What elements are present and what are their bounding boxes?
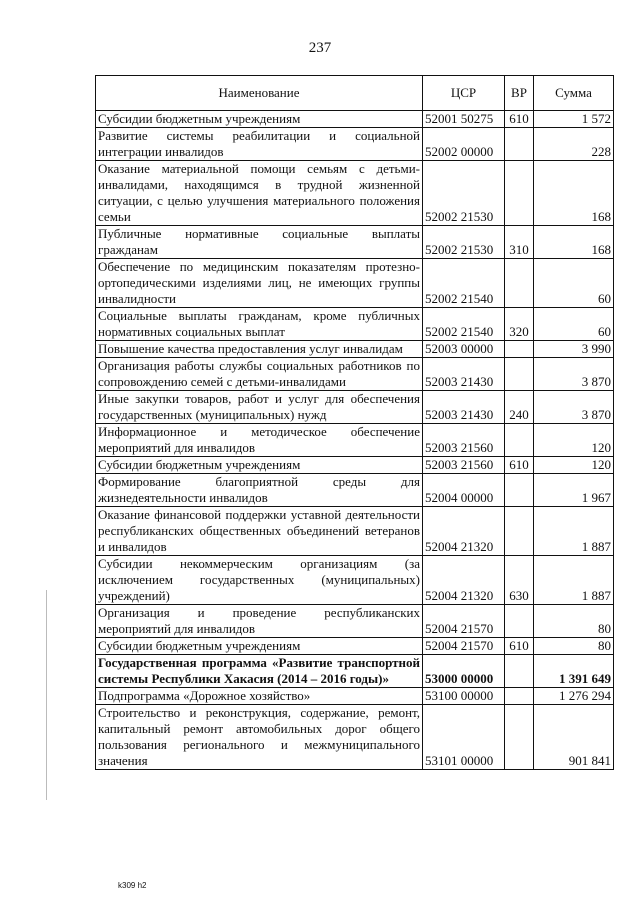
table-row — [96, 391, 614, 424]
column-header-csr: ЦСР — [423, 76, 505, 111]
table-row — [96, 161, 614, 226]
row-code: 52002 21530 — [423, 226, 505, 259]
row-sum: 3 990 — [534, 341, 614, 358]
row-sum: 1 887 — [534, 507, 614, 556]
row-vr: 240 — [505, 391, 534, 424]
row-name: Подпрограмма «Дорожное хозяйство» — [96, 688, 423, 705]
row-name: Организация работы службы социальных работников по сопровождению семей с детьми-инвалидами — [96, 358, 423, 391]
table-row — [96, 128, 614, 161]
row-vr — [505, 358, 534, 391]
row-sum: 120 — [534, 424, 614, 457]
row-code: 52002 21540 — [423, 259, 505, 308]
table-row — [96, 705, 614, 770]
row-vr: 630 — [505, 556, 534, 605]
row-sum: 1 887 — [534, 556, 614, 605]
column-header-sum: Сумма — [534, 76, 614, 111]
table-body — [96, 111, 614, 770]
row-name: Государственная программа «Развитие транспортной системы Республики Хакасия (2014 – 2016 годы)» — [96, 655, 423, 688]
row-code: 52003 21430 — [423, 358, 505, 391]
row-vr — [505, 507, 534, 556]
table-row — [96, 556, 614, 605]
row-name: Повышение качества предоставления услуг инвалидам — [96, 341, 423, 358]
table-row — [96, 358, 614, 391]
row-sum: 120 — [534, 457, 614, 474]
row-sum: 80 — [534, 605, 614, 638]
table-row — [96, 507, 614, 556]
row-name: Формирование благоприятной среды для жизнедеятельности инвалидов — [96, 474, 423, 507]
row-vr — [505, 655, 534, 688]
column-header-vr: ВР — [505, 76, 534, 111]
table-row — [96, 638, 614, 655]
table-row — [96, 308, 614, 341]
row-vr — [505, 474, 534, 507]
row-vr: 610 — [505, 111, 534, 128]
row-sum: 3 870 — [534, 391, 614, 424]
table-row — [96, 259, 614, 308]
row-code: 52001 50275 — [423, 111, 505, 128]
footer-code: k309 h2 — [118, 881, 147, 890]
row-sum: 168 — [534, 161, 614, 226]
row-sum: 1 967 — [534, 474, 614, 507]
row-vr — [505, 688, 534, 705]
column-header-name: Наименование — [96, 76, 423, 111]
row-vr — [505, 605, 534, 638]
row-vr — [505, 341, 534, 358]
row-vr: 610 — [505, 457, 534, 474]
row-sum: 3 870 — [534, 358, 614, 391]
table-row — [96, 474, 614, 507]
table-row — [96, 457, 614, 474]
row-name: Организация и проведение республиканских мероприятий для инвалидов — [96, 605, 423, 638]
row-name: Оказание финансовой поддержки уставной деятельности республиканских общественных объединений ветеранов и инвалидов — [96, 507, 423, 556]
row-code: 52003 21560 — [423, 457, 505, 474]
row-name: Иные закупки товаров, работ и услуг для обеспечения государственных (муниципальных) нужд — [96, 391, 423, 424]
row-sum: 168 — [534, 226, 614, 259]
page-number: 237 — [308, 40, 332, 56]
row-sum: 1 391 649 — [534, 655, 614, 688]
row-code: 53100 00000 — [423, 688, 505, 705]
row-name: Информационное и методическое обеспечение мероприятий для инвалидов — [96, 424, 423, 457]
row-sum: 60 — [534, 259, 614, 308]
row-code: 52004 00000 — [423, 474, 505, 507]
row-vr — [505, 161, 534, 226]
row-name: Субсидии бюджетным учреждениям — [96, 457, 423, 474]
row-code: 52002 00000 — [423, 128, 505, 161]
table-row — [96, 111, 614, 128]
row-code: 52003 21430 — [423, 391, 505, 424]
row-code: 52002 21530 — [423, 161, 505, 226]
row-name: Субсидии бюджетным учреждениям — [96, 638, 423, 655]
row-sum: 228 — [534, 128, 614, 161]
table-row — [96, 226, 614, 259]
row-name: Публичные нормативные социальные выплаты гражданам — [96, 226, 423, 259]
table-row — [96, 688, 614, 705]
row-sum: 1 276 294 — [534, 688, 614, 705]
row-vr — [505, 128, 534, 161]
table-row — [96, 655, 614, 688]
table-row — [96, 424, 614, 457]
row-code: 52003 21560 — [423, 424, 505, 457]
table-row — [96, 605, 614, 638]
row-vr: 320 — [505, 308, 534, 341]
row-vr — [505, 705, 534, 770]
row-name: Социальные выплаты гражданам, кроме публичных нормативных социальных выплат — [96, 308, 423, 341]
row-name: Обеспечение по медицинским показателям протезно-ортопедическими изделиями лиц, не имеющих группы инвалидности — [96, 259, 423, 308]
row-code: 52004 21320 — [423, 507, 505, 556]
row-vr — [505, 424, 534, 457]
row-vr: 310 — [505, 226, 534, 259]
margin-mark — [46, 590, 47, 800]
row-vr: 610 — [505, 638, 534, 655]
row-sum: 1 572 — [534, 111, 614, 128]
row-code: 52004 21570 — [423, 638, 505, 655]
row-name: Субсидии некоммерческим организациям (за исключением государственных (муниципальных) учреждений) — [96, 556, 423, 605]
row-name: Строительство и реконструкция, содержание, ремонт, капитальный ремонт автомобильных дорог общего пользования регионального и межмуниципального значения — [96, 705, 423, 770]
row-code: 52004 21320 — [423, 556, 505, 605]
budget-table — [95, 75, 614, 770]
row-name: Субсидии бюджетным учреждениям — [96, 111, 423, 128]
row-code: 53000 00000 — [423, 655, 505, 688]
row-code: 52003 00000 — [423, 341, 505, 358]
row-sum: 901 841 — [534, 705, 614, 770]
row-sum: 80 — [534, 638, 614, 655]
table-row — [96, 341, 614, 358]
table-header-row — [96, 76, 614, 111]
row-code: 53101 00000 — [423, 705, 505, 770]
row-sum: 60 — [534, 308, 614, 341]
row-vr — [505, 259, 534, 308]
row-code: 52004 21570 — [423, 605, 505, 638]
row-name: Развитие системы реабилитации и социальной интеграции инвалидов — [96, 128, 423, 161]
row-code: 52002 21540 — [423, 308, 505, 341]
row-name: Оказание материальной помощи семьям с детьми-инвалидами, находящимся в трудной жизненной ситуации, с целью улучшения материального положения семьи — [96, 161, 423, 226]
